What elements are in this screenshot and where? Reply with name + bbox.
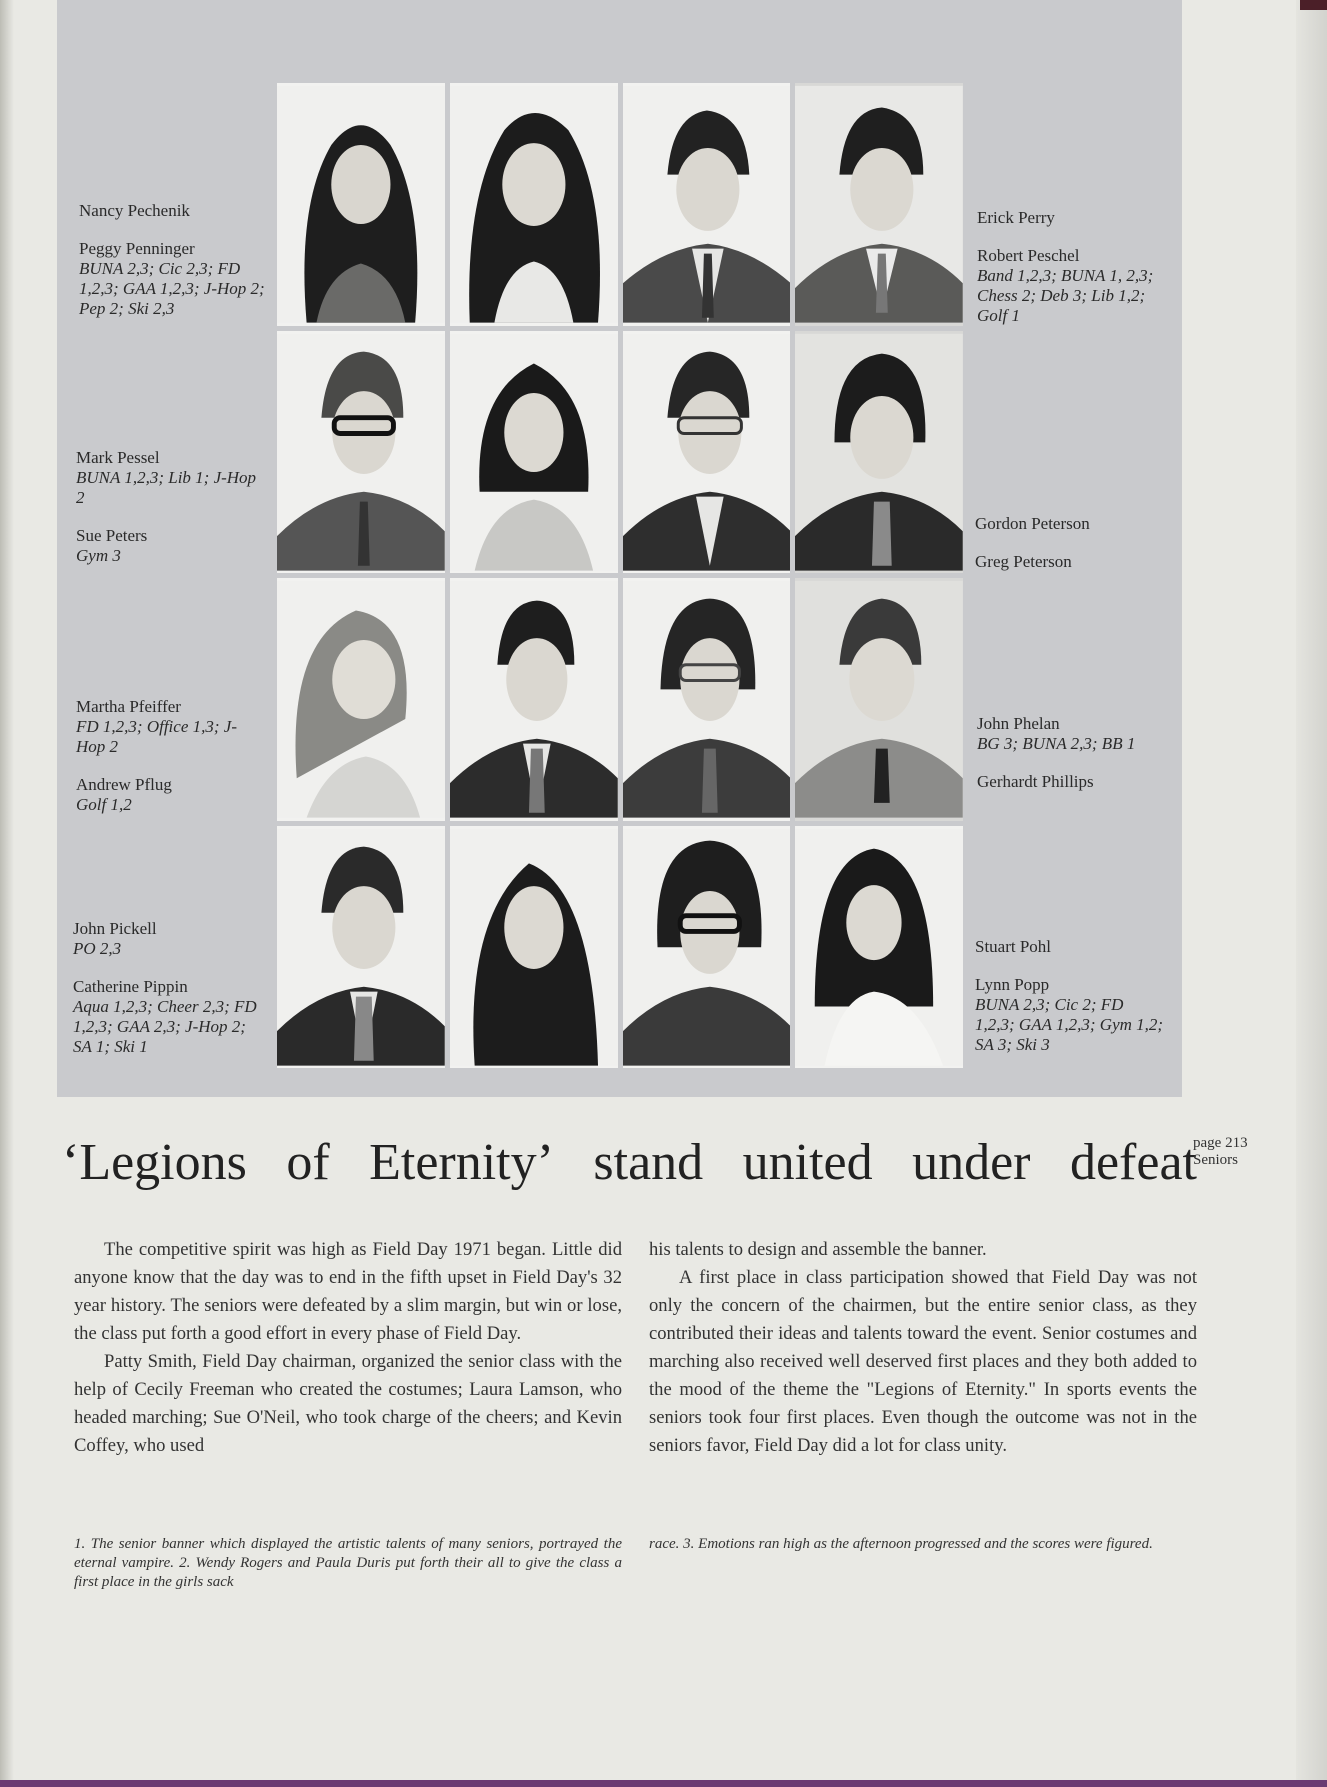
article-paragraph: A first place in class participation showed that Field Day was not only the concern of the chairmen, but the entire senior class, as they contributed their ideas and talents toward the event. Senior costumes and marching also received well deserved first places and they both added to the mood of the theme the "Legions of Eternity." In sports events the seniors took four first places. Even though the outcome was not in the seniors favor, Field Day did a lot for class unity. bbox=[649, 1267, 1197, 1456]
student-name: Martha Pfeiffer bbox=[76, 697, 181, 716]
left-names-block-2 bbox=[76, 448, 266, 566]
portrait-photo bbox=[795, 826, 963, 1069]
portrait-photo bbox=[277, 578, 445, 821]
headline-word: stand bbox=[593, 1134, 704, 1191]
headline-word: ‘Legions bbox=[62, 1134, 247, 1191]
portrait-grid bbox=[277, 83, 963, 1068]
student-name: Gordon Peterson bbox=[975, 514, 1090, 533]
article-paragraph: Patty Smith, Field Day chairman, organized the senior class with the help of Cecily Freeman who created the costumes; Laura Lamson, who headed marching; Sue O'Neil, who took charge of the cheers; and Kevin Coffey, who used bbox=[74, 1351, 622, 1456]
headline-word: under bbox=[912, 1134, 1031, 1191]
portrait-photo bbox=[623, 826, 791, 1069]
student-name: Sue Peters bbox=[76, 526, 148, 545]
student-activities: BUNA 2,3; Cic 2,3; FD 1,2,3; GAA 1,2,3; J-Hop 2; Pep 2; Ski 2,3 bbox=[79, 259, 265, 318]
student-activities: Aqua 1,2,3; Cheer 2,3; FD 1,2,3; GAA 2,3; J-Hop 2; SA 1; Ski 1 bbox=[73, 997, 257, 1056]
section-name: Seniors bbox=[1193, 1152, 1238, 1168]
page-edge-right bbox=[1296, 0, 1327, 1787]
article-paragraph: The competitive spirit was high as Field Day 1971 began. Little did anyone know that the day was to end in the fifth upset in Field Day's 32 year history. The seniors were defeated by a slim margin, but win or lose, the class put forth a good effort in every phase of Field Day. bbox=[74, 1239, 622, 1344]
right-names-block-2 bbox=[975, 514, 1165, 572]
bottom-edge-strip bbox=[0, 1780, 1327, 1787]
student-name: Nancy Pechenik bbox=[79, 201, 190, 220]
student-name: Stuart Pohl bbox=[975, 937, 1052, 956]
page-edge-shadow bbox=[0, 0, 14, 1787]
article-headline bbox=[62, 1133, 1197, 1192]
student-name: Robert Peschel bbox=[977, 246, 1080, 265]
right-names-block-4 bbox=[975, 937, 1165, 1055]
student-name: Greg Peterson bbox=[975, 552, 1072, 571]
portrait-photo bbox=[623, 578, 791, 821]
student-activities: BG 3; BUNA 2,3; BB 1 bbox=[977, 734, 1136, 753]
portrait-photo bbox=[277, 331, 445, 574]
left-names-block-4 bbox=[73, 919, 268, 1057]
student-name: Andrew Pflug bbox=[76, 775, 172, 794]
student-activities: Band 1,2,3; BUNA 1, 2,3; Chess 2; Deb 3; Lib 1,2; Golf 1 bbox=[977, 266, 1154, 325]
portrait-photo bbox=[450, 578, 618, 821]
left-names-block-3 bbox=[76, 697, 266, 815]
student-name: Catherine Pippin bbox=[73, 977, 188, 996]
portrait-photo bbox=[450, 826, 618, 1069]
page-number-tag bbox=[1193, 1135, 1248, 1169]
student-name: John Phelan bbox=[977, 714, 1060, 733]
student-activities: BUNA 2,3; Cic 2; FD 1,2,3; GAA 1,2,3; Gym 1,2; SA 3; Ski 3 bbox=[975, 995, 1164, 1054]
corner-mark bbox=[1300, 0, 1327, 10]
headline-word: Eternity’ bbox=[369, 1134, 554, 1191]
student-activities: FD 1,2,3; Office 1,3; J-Hop 2 bbox=[76, 717, 237, 756]
article-paragraph: his talents to design and assemble the banner. bbox=[649, 1239, 987, 1260]
student-activities: PO 2,3 bbox=[73, 939, 122, 958]
photo-caption-left: 1. The senior banner which displayed the artistic talents of many seniors, portrayed the eternal vampire. 2. Wendy Rogers and Paula Duris put forth their all to give the class a first place in the girls sack bbox=[74, 1536, 622, 1590]
student-name: Erick Perry bbox=[977, 208, 1055, 227]
portrait-photo bbox=[623, 331, 791, 574]
article-column-right bbox=[649, 1236, 1197, 1460]
student-activities: BUNA 1,2,3; Lib 1; J-Hop 2 bbox=[76, 468, 257, 507]
student-name: Peggy Penninger bbox=[79, 239, 195, 258]
portrait-photo bbox=[277, 83, 445, 326]
student-name: Lynn Popp bbox=[975, 975, 1050, 994]
article-column-left bbox=[74, 1236, 622, 1460]
portrait-photo bbox=[450, 83, 618, 326]
right-names-block-1 bbox=[977, 208, 1167, 326]
headline-word: of bbox=[286, 1134, 330, 1191]
portrait-photo bbox=[795, 578, 963, 821]
right-names-block-3 bbox=[977, 714, 1167, 792]
portrait-photo bbox=[450, 331, 618, 574]
student-name: John Pickell bbox=[73, 919, 157, 938]
portrait-photo bbox=[795, 331, 963, 574]
headline-word: defeat bbox=[1069, 1134, 1197, 1191]
portrait-photo bbox=[795, 83, 963, 326]
student-activities: Golf 1,2 bbox=[76, 795, 132, 814]
portrait-photo bbox=[277, 826, 445, 1069]
student-name: Mark Pessel bbox=[76, 448, 160, 467]
portrait-photo bbox=[623, 83, 791, 326]
page-number: page 213 bbox=[1193, 1135, 1248, 1151]
student-name: Gerhardt Phillips bbox=[977, 772, 1094, 791]
photo-caption-right: race. 3. Emotions ran high as the afternoon progressed and the scores were figured. bbox=[649, 1536, 1153, 1552]
left-names-block-1 bbox=[79, 201, 279, 319]
student-activities: Gym 3 bbox=[76, 546, 121, 565]
headline-word: united bbox=[742, 1134, 873, 1191]
